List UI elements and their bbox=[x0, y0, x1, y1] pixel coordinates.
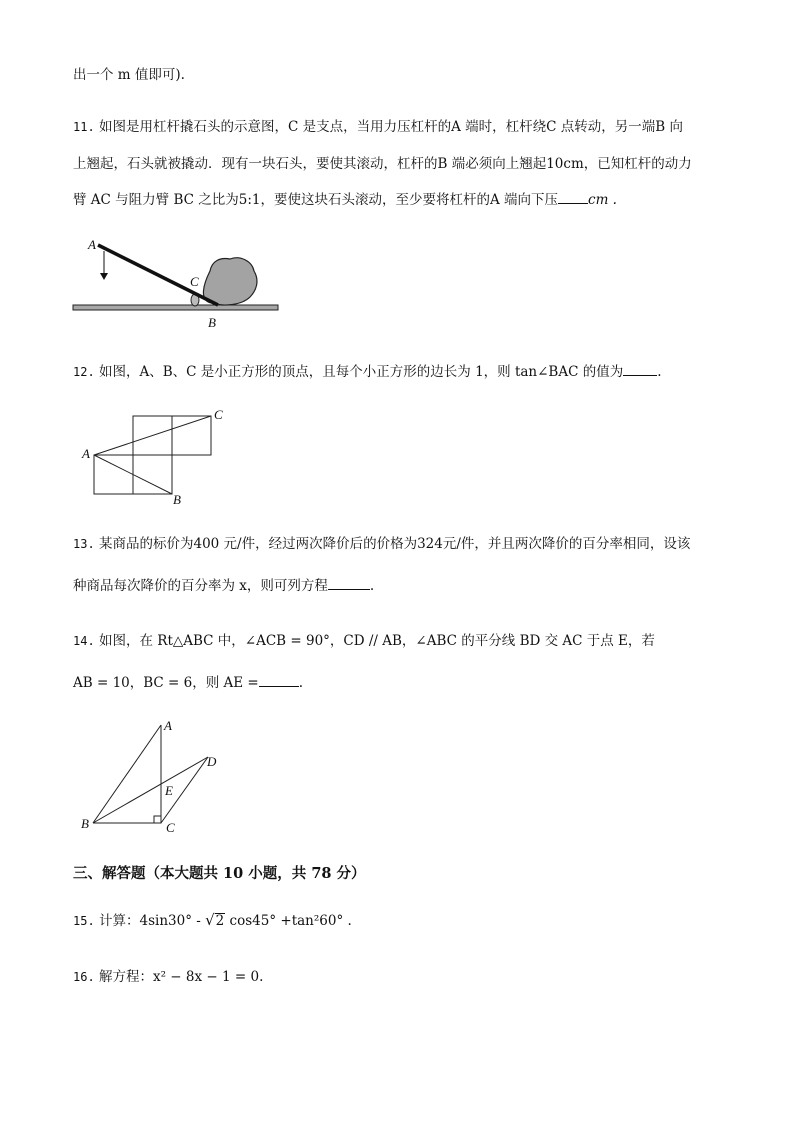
q11-line-2: 上翘起，石头就被撬动．现有一块石头，要使其滚动，杠杆的B 端必须向上翘起10cm，已知杠杆的动力 bbox=[73, 156, 692, 172]
lever-bar bbox=[98, 245, 218, 305]
q11-unit: cm . bbox=[588, 192, 617, 208]
label-A: A bbox=[88, 237, 96, 252]
top-square-2 bbox=[172, 416, 211, 455]
q15-prefix: 计算：4sin30° - bbox=[98, 913, 206, 929]
continued-text: 出一个 m 值即可). bbox=[73, 67, 185, 83]
label-B: B bbox=[208, 315, 216, 330]
section-3-heading: 三、解答题（本大题共 10 小题，共 78 分） bbox=[73, 865, 366, 882]
stone-shape bbox=[203, 258, 257, 305]
q12-grid-diagram bbox=[80, 405, 230, 505]
q14-number: 14. bbox=[73, 634, 95, 648]
label-C: C bbox=[190, 274, 199, 289]
q14-line-1 bbox=[73, 632, 734, 650]
bottom-square-1 bbox=[94, 455, 133, 494]
q13-line-1 bbox=[73, 535, 734, 553]
q16-line bbox=[73, 968, 734, 986]
q11-text-3: 臂 AC 与阻力臂 BC 之比为5:1，要使这块石头滚动，至少要将杠杆的A 端向下压 bbox=[73, 192, 559, 208]
q12-text: 如图，A、B、C 是小正方形的顶点，且每个小正方形的边长为 1，则 tan∠BAC 的值为 bbox=[98, 364, 624, 380]
ground-bar bbox=[73, 305, 278, 310]
sqrt-sign: √ bbox=[205, 911, 215, 929]
label-E: E bbox=[165, 783, 173, 798]
label-A: A bbox=[82, 446, 90, 461]
q15-suffix: cos45° +tan²60° . bbox=[229, 913, 352, 929]
q11-lever-diagram bbox=[70, 235, 285, 335]
label-C: C bbox=[166, 820, 175, 835]
segment-BA bbox=[93, 725, 161, 823]
bottom-square-2 bbox=[133, 455, 172, 494]
segment-BD bbox=[93, 757, 208, 823]
q14-triangle-diagram bbox=[78, 715, 228, 840]
label-B: B bbox=[173, 492, 181, 507]
q16-number: 16. bbox=[73, 970, 95, 984]
label-B: B bbox=[81, 816, 89, 831]
q16-text: 解方程：x² − 8x − 1 = 0. bbox=[98, 969, 264, 985]
q11-line-1 bbox=[73, 118, 734, 136]
q15-sqrt-arg: 2 bbox=[215, 913, 225, 929]
label-A: A bbox=[164, 718, 172, 733]
q14-text-2: AB = 10，BC = 6，则 AE = bbox=[73, 675, 259, 691]
q14-answer-blank[interactable] bbox=[259, 674, 299, 687]
q13-text-1: 某商品的标价为400 元/件，经过两次降价后的价格为324元/件，并且两次降价的百分率相同，设该 bbox=[98, 536, 691, 552]
q12-period: . bbox=[657, 364, 662, 380]
segment-AC bbox=[94, 416, 211, 455]
q13-line-2 bbox=[73, 577, 734, 595]
right-angle-mark bbox=[154, 816, 161, 823]
q14-period: . bbox=[298, 675, 304, 691]
q11-line-3 bbox=[73, 191, 734, 209]
q11-number: 11. bbox=[73, 120, 95, 134]
q12-line bbox=[73, 363, 734, 381]
q12-answer-blank[interactable] bbox=[623, 363, 657, 376]
label-C: C bbox=[214, 407, 223, 422]
label-D: D bbox=[207, 754, 217, 769]
q15-number: 15. bbox=[73, 914, 95, 928]
q13-number: 13. bbox=[73, 537, 95, 551]
q14-line-2 bbox=[73, 674, 734, 692]
q13-answer-blank[interactable] bbox=[328, 577, 370, 590]
q12-number: 12. bbox=[73, 365, 95, 379]
q11-answer-blank[interactable] bbox=[558, 191, 588, 204]
q11-text-1: 如图是用杠杆撬石头的示意图，C 是支点，当用力压杠杆的A 端时，杠杆绕C 点转动，另一端B 向 bbox=[98, 119, 683, 135]
q13-period: . bbox=[369, 578, 375, 594]
q14-text-1: 如图，在 Rt△ABC 中，∠ACB = 90°，CD // AB，∠ABC 的平分线 BD 交 AC 于点 E，若 bbox=[98, 633, 655, 649]
q13-text-2: 种商品每次降价的百分率为 x，则可列方程 bbox=[73, 578, 328, 594]
force-arrow-head bbox=[100, 273, 108, 280]
q15-line bbox=[73, 911, 734, 930]
